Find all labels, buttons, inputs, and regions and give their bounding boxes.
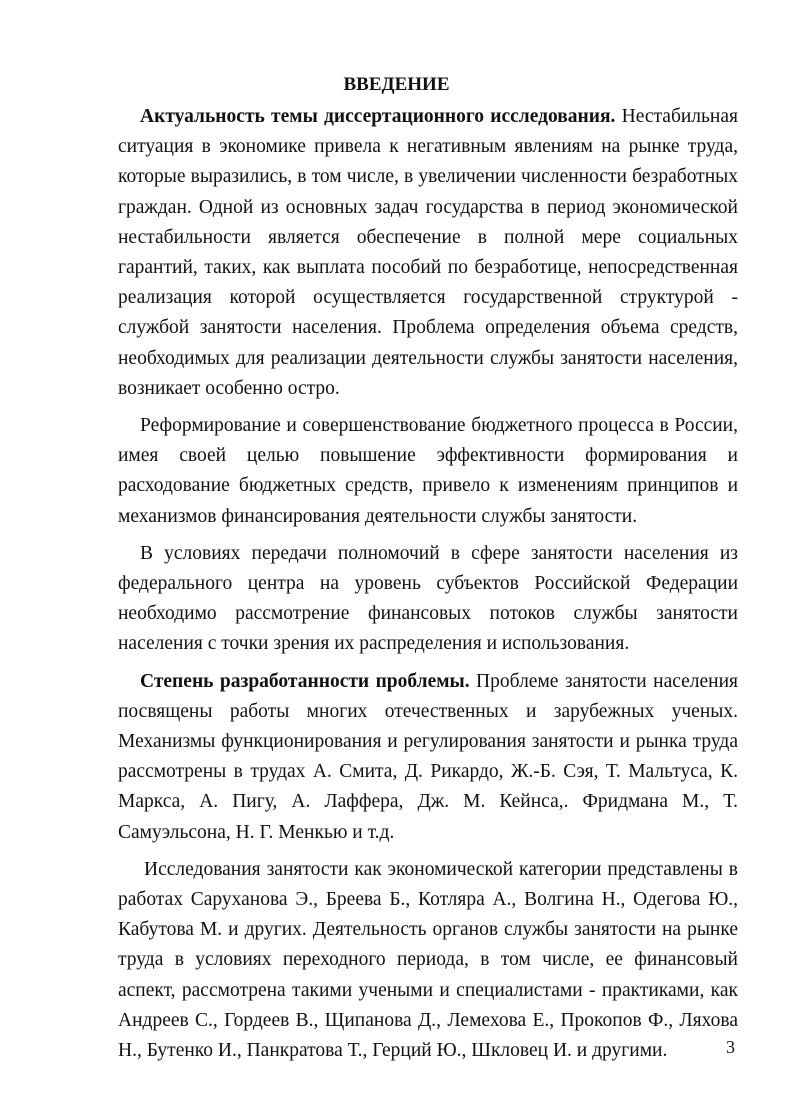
paragraph-text: Исследования занятости как экономической категории представлены в работах Саруханова Э., Бреева Б., Котляра А., Волгина Н., Одегова Ю., Кабутова М. и других. Деятельность органов службы занятости на рынке труда в условиях переходного периода, в том числе, ее финансовый аспект, рассмотрена такими учеными и специалистами - практиками, как Андреев С., Гордеев В., Щипанова Д., Лемехова Е., Прокопов Ф., Ляхова Н., Бутенко И., Панкратова Т., Герций Ю., Шкловец И. и другими. (118, 858, 738, 1062)
paragraph-research (118, 855, 738, 1066)
paragraph-lead: Актуальность темы диссертационного исследования. (140, 106, 616, 127)
paragraph-text: Реформирование и совершенствование бюджетного процесса в России, имея своей целью повышение эффективности формирования и расходование бюджетных средств, привело к изменениям принципов и механизмов финансирования деятельности службы занятости. (118, 415, 738, 527)
paragraph-delegation (118, 539, 738, 660)
section-title: ВВЕДЕНИЕ (343, 74, 450, 95)
page-number: 3 (726, 1037, 735, 1057)
paragraph-text: Нестабильная ситуация в экономике привела к негативным явлениям на рынке труда, которые выразились, в том числе, в увеличении численности безработных граждан. Одной из основных задач государства в период экономической нестабильности является обеспечение в полной мере социальных гарантий, таких, как выплата пособий по безработице, непосредственная реализация которой осуществляется государственной структурой - службой занятости населения. Проблема определения объема средств, необходимых для реализации деятельности службы занятости населения, возникает особенно остро. (118, 106, 738, 399)
paragraph-degree (118, 667, 738, 848)
paragraph-text: В условиях передачи полномочий в сфере занятости населения из федерального центра на уровень субъектов Российской Федерации необходимо рассмотрение финансовых потоков службы занятости населения с точки зрения их распределения и использования. (118, 542, 738, 655)
paragraph-text: Проблеме занятости населения посвящены работы многих отечественных и зарубежных ученых. Механизмы функционирования и регулирования занятости и рынка труда рассмотрены в трудах А. Смита, Д. Рикардо, Ж.-Б. Сэя, Т. Мальтуса, К. Маркса, А. Пигу, А. Лаффера, Дж. М. Кейнса,. Фридмана М., Т. Самуэльсона, Н. Г. Менкью и т.д. (118, 670, 739, 843)
paragraph-relevance (118, 102, 738, 404)
paragraph-reform (118, 411, 738, 532)
body-text (118, 102, 738, 1073)
paragraph-lead: Степень разработанности проблемы. (140, 670, 470, 692)
